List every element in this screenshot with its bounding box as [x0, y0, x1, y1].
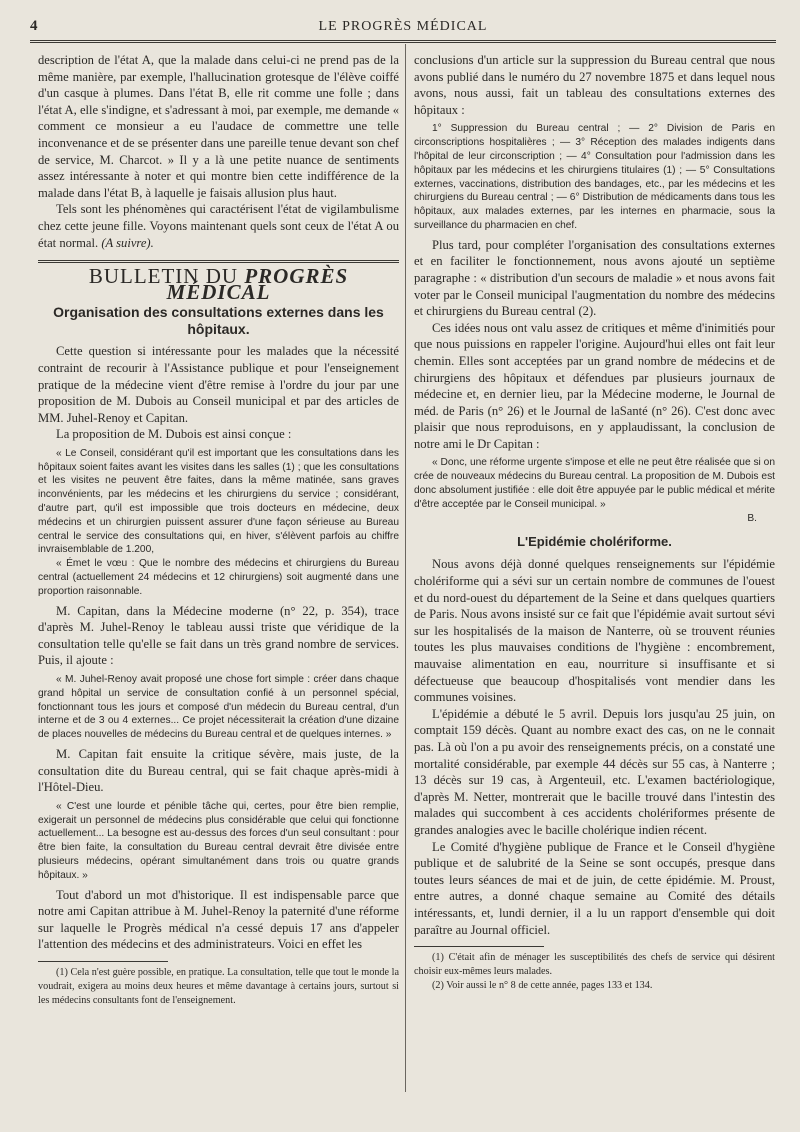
bulletin-rule [38, 260, 399, 263]
body-paragraph: Cette question si intéressante pour les malades que la nécessité contraint de recourir à l'Assistance publique et pour l'enseignement pratique de la médecine vient d'être remise à l'ordre du jour par une proposition de M. Dubois au Conseil municipal et par des articles de MM. Juhel-Renoy et Capitan. [38, 344, 399, 425]
left-column [38, 52, 399, 1007]
bulletin-heading: BULLETIN DU PROGRÈS MÉDICAL [88, 264, 349, 304]
quoted-text: « Émet le vœu : Que le nombre des médecins et chirurgiens du Bureau central (actuellement 24 médecins et 12 chirurgiens) soit augmenté dans une proportion raisonnable. [38, 558, 399, 597]
intro-paragraph: Tels sont les phénomènes qui caractérisent l'état de vigilambulisme chez cette jeune fille. Voyons maintenant quels sont ceux de l'état A ou état normal. (A suivre). [38, 202, 399, 250]
quoted-text: « Le Conseil, considérant qu'il est important que les consultations dans les hôpitaux soient faites avant les visites dans les salles (1) ; que les consultations et les visites ne peuvent être faites, dans la même matinée, sans graves inconvénients, par les médecins et les chirurgiens du service ; considérant, d'autre part, qu'il est impossible que trois docteurs en médecine, deux médecins et un chirurgien puissent assurer d'une façon sérieuse au Bureau central le service des consultations qui, en hiver, s'élèvent parfois au chiffre invraisemblable de 1.200, [38, 447, 399, 556]
body-paragraph: conclusions d'un article sur la suppression du Bureau central que nous avons publié dans le numéro du 27 novembre 1875 et dans lequel nous avons, nous aussi, fait un tableau des consultations externes des hôpitaux : [414, 53, 775, 117]
journal-title: LE PROGRÈS MÉDICAL [318, 19, 488, 34]
body-paragraph: Plus tard, pour compléter l'organisation des consultations externes et en faciliter le fonctionnement, nous avons ajouté un septième paragraphe : « distribution d'un secours de maladie » et nous avons fait voter par le Conseil municipal l'augmentation du nombre des médecins et chirurgiens du Bureau central (2). [414, 237, 775, 319]
intro-paragraph: description de l'état A, que la malade dans celui-ci ne prend pas de la même manière, par exemple, l'hallucination grotesque de l'élève coiffé d'un casque à plumes. Dans l'état B, elle rit comme une folle ; dans l'état A, elle s'indigne, et s'adressant à moi, par exemple, me demande « comment ce monsieur a eu l'audace de commettre une telle inconvenance et de se présenter dans une pareille tenue devant son chef de service, M. Charcot. » Il y a là une petite nuance de sentiments assez intéressante à noter et qui montre bien cette indifférence de la malade dans l'état B, à laquelle je faisais allusion plus haut. [38, 53, 399, 200]
section-title: L'Epidémie cholériforme. [517, 534, 672, 550]
body-paragraph: Tout d'abord un mot d'historique. Il est indispensable parce que notre ami Capitan attribue à M. Juhel-Renoy la paternité d'une réforme sur laquelle le Progrès médical n'a cessé depuis 17 ans d'appeler l'attention des médecins et des administrateurs. Voici en effet les [38, 887, 399, 952]
footnote: (2) Voir aussi le n° 8 de cette année, pages 133 et 134. [432, 979, 653, 991]
body-paragraph: L'épidémie a débuté le 5 avril. Depuis lors jusqu'au 25 juin, on comptait 159 décès. Quant au nombre exact des cas, on ne le connait pas. Là où l'on a pu avoir des renseignements précis, on a constaté une mortalité considérable, par exemple 44 décès sur 55 cas, à Nanterre ; 13 décès sur 19 cas, à Argenteuil, etc. L'examen bactériologique, d'après M. Netter, montrerait que le bacille trouvé dans l'intestin des malades qui succombent à ces accidents cholériformes présente de grandes analogies avec le bacille cholérique indien récent. [414, 706, 775, 837]
quoted-text: « Donc, une réforme urgente s'impose et elle ne peut être réalisée que si on crée de nouveaux médecins du Bureau central. La proposition de M. Dubois est donc absolument justifiée : elle doit être appuyée par le public médical et mérite d'être acceptée par le Conseil municipal. » [414, 457, 775, 510]
quoted-text: « M. Juhel-Renoy avait proposé une chose fort simple : créer dans chaque grand hôpital un service de consultation confié à un personnel spécial, fonctionnant tous les jours et composé d'un médecin du Bureau central, d'un interne et de 3 ou 4 externes... Ce projet nécessiterait la création d'une dizaine de places nouvelles de médecins du Bureau central et de quelques internes. » [38, 674, 399, 741]
right-column [414, 52, 775, 993]
body-paragraph: M. Capitan fait ensuite la critique sévère, mais juste, de la consultation dite du Bureau central, qui se fait chaque après-midi à l'Hôtel-Dieu. [38, 747, 399, 795]
footnote-rule [38, 961, 168, 962]
quoted-list: 1° Suppression du Bureau central ; — 2° Division de Paris en circonscriptions hospitalières ; — 3° Réception des malades indigents dans l'hôpital de leur circonscription ; — 4° Consultation pour l'admission dans les hôpitaux par les médecins et les chirurgiens titulaires (1) ; — 5° Consultations externes, vaccinations, distribution des bandages, etc., par les médecins et les chirurgiens du Bureau central ; — 6° Distribution de médicaments dans tous les hôpitaux, aux malades externes, par les internes en pharmacie, sous la surveillance du pharmacien en chef. [414, 123, 775, 231]
quoted-text: « C'est une lourde et pénible tâche qui, certes, pour être bien remplie, exigerait un personnel de médecins plus considérable que celui qui fonctionne actuellement... La besogne est au-dessus des forces d'un seul consultant : pour être bien faite, la consultation du Bureau central devrait être divisée entre plusieurs médecins, opérant simultanément dans trois ou quatre grands hôpitaux. » [38, 800, 399, 881]
section-title: Organisation des consultations externes dans les hôpitaux. [53, 304, 384, 338]
body-paragraph: La proposition de M. Dubois est ainsi conçue : [56, 427, 292, 442]
footnote-rule [414, 946, 544, 947]
column-divider [405, 44, 406, 1092]
signature: B. [747, 512, 757, 524]
footnote: (1) C'était afin de ménager les susceptibilités des chefs de service qui désirent choisir eux-mêmes leurs malades. [414, 952, 775, 977]
header-rule [30, 40, 776, 43]
body-paragraph: Nous avons déjà donné quelques renseignements sur l'épidémie cholériforme qui a sévi sur un certain nombre de communes de l'ouest et du nord-ouest du département de la Seine et dans quelques quartiers de Paris. Nous avons insisté sur ce fait que l'épidémie avait surtout sévi sur les hospitalisés de la maison de Nanterre, où se trouvent réunies toutes les plus mauvaises conditions de l'hygiène : encombrement, mauvaise alimentation en eau, nourriture si insuffisante et si défectueuse que beaucoup d'hospitalisés vont mendier dans les communes voisines. [414, 557, 775, 705]
page-number: 4 [30, 18, 38, 34]
footnote: (1) Cela n'est guère possible, en pratique. La consultation, telle que tout le monde la voudrait, exigera au moins deux heures et même davantage à certains jours, surtout si les médecins consultants font de l'enseignement. [38, 966, 399, 1006]
body-paragraph: M. Capitan, dans la Médecine moderne (n° 22, p. 354), trace d'après M. Juhel-Renoy le tableau aussi triste que véridique de la consultation telle qu'elle se fait dans un très grand nombre de services. Puis, il ajoute : [38, 603, 399, 668]
body-paragraph: Le Comité d'hygiène publique de France et le Conseil d'hygiène publique et de salubrité de la Seine se sont occupés, presque dans toutes leurs séances de mai et de juin, de cette épidémie. M. Proust, entre autres, a donné chaque semaine au Comité des détails intéressants, et, lundi dernier, il a lu un rapport d'ensemble qui doit paraître au Journal officiel. [414, 839, 775, 937]
running-header [30, 18, 776, 40]
a-suivre: (A suivre). [101, 235, 154, 250]
body-paragraph: Ces idées nous ont valu assez de critiques et même d'inimitiés pour que nous puissions en rappeler l'origine. Aujourd'hui elles ont fait leur chemin. Elles sont acceptées par un grand nombre de médecins et de chirurgiens des hôpitaux et défendues par plusieurs journaux de médecine et, en dernier lieu, par la Médecine moderne, le Journal de méd. de Paris (n° 26) et le Journal de laSanté (n° 26). C'est donc avec plaisir que nous reproduisons, en y applaudissant, la conclusion de notre ami le Dr Capitan : [414, 320, 775, 451]
